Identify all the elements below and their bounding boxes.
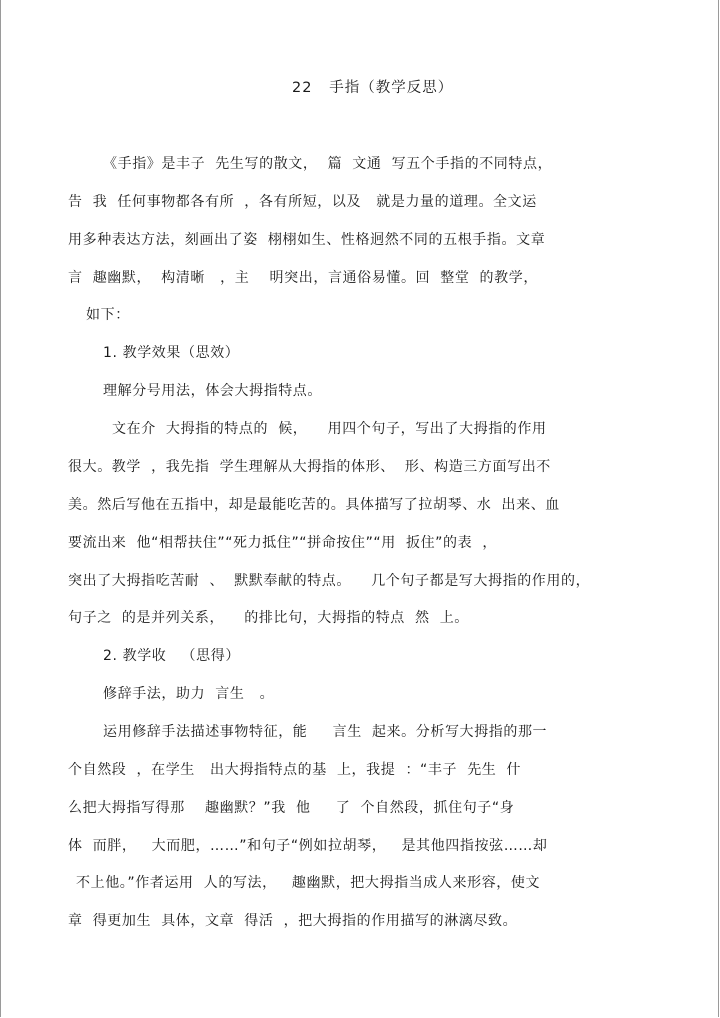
paragraph-line: 突出了大拇指吃苦耐 、 默默奉献的特点。 几个句子都是写大拇指的作用的， [68,573,591,589]
paragraph-line: 用多种表达方法，刻画出了姿 栩栩如生、性格迥然不同的五根手指。文章 [68,232,546,248]
paragraph-line: 个自然段 ，在学生 出大拇指特点的基 上，我提 ：“丰子 先生 什 [68,762,522,778]
paragraph-line: 句子之 的是并列关系， 的排比句，大拇指的特点 然 上。 [68,610,469,626]
paragraph-line: 体 而胖， 大而肥，……”和句子“例如拉胡琴， 是其他四指按弦……却 [68,838,548,854]
paragraph-line: 《手指》是丰子 先生写的散文， 篇 文通 写五个手指的不同特点， [103,156,553,172]
paragraph-line: 章 得更加生 具体，文章 得活 ，把大拇指的作用描写的淋漓尽致。 [68,913,518,929]
subsection-heading: 修辞手法，助力 言生 。 [103,686,275,702]
subsection-heading: 理解分号用法，体会大拇指特点。 [103,383,322,399]
section-heading: 2. 教学收 （思得） [103,648,240,664]
paragraph-line: 要流出来 他“相帮扶住”“死力抵住”“拼命按住”“用 扳住”的表 ， [68,535,497,551]
paragraph-line: 告 我 任何事物都各有所 ，各有所短，以及 就是力量的道理。全文运 [68,194,537,210]
section-heading: 1. 教学效果（思效） [103,345,240,361]
paragraph-line: 言 趣幽默， 构清晰 ，主 明突出，言通俗易懂。回 整堂 的教学， [68,270,538,286]
paragraph-line: 美。然后写他在五指中，却是最能吃苦的。具体描写了拉胡琴、水 出来、血 [68,497,560,513]
paragraph-line: 么把大拇指写得那 趣幽默？”我 他 了 个自然段，抓住句子“身 [68,800,515,816]
paragraph-line: 如下： [86,307,130,323]
paragraph-line: 不上他。”作者运用 人的写法， 趣幽默，把大拇指当成人来形容，使文 [76,875,541,891]
paragraph-line: 文在介 大拇指的特点的 候， 用四个句子，写出了大拇指的作用 [112,421,547,437]
document-title: 22 手指（教学反思） [292,80,454,96]
paragraph-line: 运用修辞手法描述事物特征，能 言生 起来。分析写大拇指的那一 [103,724,548,740]
paragraph-line: 很大。教学 ，我先指 学生理解从大拇指的体形、 形、构造三方面写出不 [68,459,551,475]
